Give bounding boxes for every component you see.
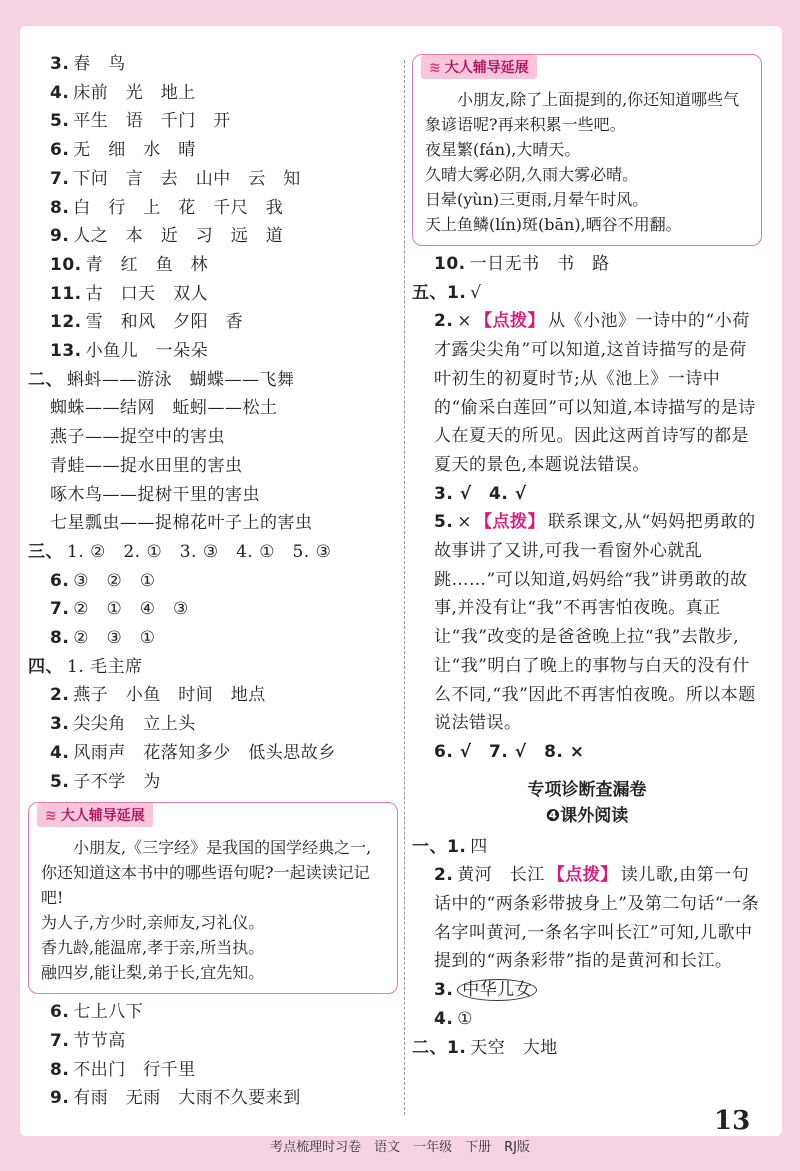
circled-answer: 中华儿女 [457,979,537,1001]
answer-paragraph: 2. × 【点拨】 从《小池》一诗中的“小荷才露尖尖角”可以知道,这首诗描写的是荷叶初生的初夏时节;从《池上》一诗中的“偷采白莲回”可以知道,本诗描写的是诗人在夏天的所见。因此这两首诗写的都是夏天的景色,本题说法错误。 [434,311,756,475]
answer-line [28,1084,398,1113]
answer-text: 1. 毛主席 [67,656,143,677]
item-number: 5. [50,111,70,132]
right-column [412,50,762,1062]
item-number: 3. [50,714,70,735]
answer-text: 人之 本 近 习 远 道 [73,226,284,247]
answer-line: 二、1. 天空 大地 [412,1037,558,1058]
page-number: 13 [714,1106,751,1136]
answer-line [28,538,398,567]
tutor-box-intro: 小朋友,《三字经》是我国的国学经典之一,你还知道这本书中的哪些语句呢?一起读读记记吧! [41,838,372,908]
answer-text: 啄木鸟——捉树干里的害虫 [50,484,260,505]
answer-text: 1. ② 2. ① 3. ③ 4. ① 5. ③ [67,541,332,562]
answer-text: 蝌蚪——游泳 蝴蝶——飞舞 [67,369,295,390]
answer-text: 无 细 水 晴 [73,140,196,161]
answer-line [28,595,398,624]
answer-line [28,280,398,309]
answer-line [28,423,398,452]
answer-line [28,136,398,165]
item-number: 6. [50,570,70,591]
item-number: 10. [50,254,82,275]
answer-text: 节节高 [73,1030,126,1051]
answer-text: 平生 语 千门 开 [73,111,231,132]
tutor-box-line: 日晕(yùn)三更雨,月晕午时风。 [425,190,649,209]
answer-text: 子不学 为 [73,771,161,792]
answer-text: 尖尖角 立上头 [73,714,196,735]
item-number: 4. [50,742,70,763]
item-number: 7. [50,599,70,620]
item-number: 四、 [28,656,63,677]
answer-text: 七上八下 [73,1002,144,1023]
answer-line [28,509,398,538]
answer-line [28,107,398,136]
answer-line [28,452,398,481]
answer-text: 风雨声 花落知多少 低头思故乡 [73,742,336,763]
wave-icon: ≋ [429,60,441,76]
answer-line [28,79,398,108]
item-number: 8. [50,197,70,218]
answer-line [28,50,398,79]
answer-line [28,567,398,596]
wave-icon: ≋ [45,808,57,825]
answer-text: 古 口天 双人 [85,283,209,304]
answer-line [28,165,398,194]
item-number: 9. [50,226,70,247]
answer-line [28,653,398,682]
item-number: 7. [50,168,70,189]
item-number: 6. [50,140,70,161]
tutor-box-title: ≋ 大人辅导延展 [421,55,537,79]
answer-text: 白 行 上 花 千尺 我 [73,197,284,218]
item-number: 2. [50,685,70,706]
item-number: 9. [50,1088,70,1109]
tutor-box-title: ≋ 大人辅导延展 [37,803,153,827]
left-tutor-box [28,802,398,994]
answer-text: 青蛙——捉水田里的害虫 [50,455,243,476]
tutor-box-line: 久晴大雾必阴,久雨大雾必晴。 [425,165,639,184]
answer-text: 床前 光 地上 [73,82,196,103]
item-number: 11. [50,283,82,304]
item-number: 7. [50,1030,70,1051]
answer-line [28,366,398,395]
item-number: 4. [50,82,70,103]
answer-line: 五、1. √ [412,282,482,303]
answer-line [28,1056,398,1085]
item-number: 8. [50,628,70,649]
answer-line [28,251,398,280]
answer-text: 青 红 鱼 林 [85,254,209,275]
right-tutor-box [412,54,762,246]
answer-line [28,337,398,366]
column-divider [404,60,405,1115]
answer-text: ② ① ④ ③ [73,599,189,620]
left-answer-list [28,50,398,796]
answer-text: ② ③ ① [73,628,156,649]
hint-label: 【点拨】 [475,512,546,533]
hint-label: 【点拨】 [547,865,618,886]
answer-line: 3. 中华儿女 [412,976,762,1005]
answer-line [28,739,398,768]
tutor-box-line: 夜星繁(fán),大晴天。 [425,140,581,159]
answer-line [28,308,398,337]
section-title: 专项诊断查漏卷 [527,779,647,800]
answer-line [28,624,398,653]
answer-line [28,394,398,423]
item-number: 二、 [28,369,63,390]
left-column [28,50,398,1113]
answer-text: 下问 言 去 山中 云 知 [73,168,301,189]
answer-line [28,681,398,710]
tutor-box-line: 为人子,方少时,亲师友,习礼仪。 [41,913,265,933]
answer-paragraph: 2. 黄河 长江 【点拨】 读儿歌,由第一句话中的“两条彩带披身上”及第二句话“一条名字叫黄河,一条名字叫长江”可知,儿歌中提到的“两条彩带”指的是黄河和长江。 [434,865,760,972]
answer-line: 10. 一日无书 书 路 [434,254,610,274]
answer-paragraph: 5. × 【点拨】 联系课文,从“妈妈把勇敢的故事讲了又讲,可我一看窗外心就乱跳……”可以知道,妈妈给“我”讲勇敢的故事,并没有让“我”不再害怕夜晚。真正让“我”改变的是爸爸晚上拉“我”去散步,让“我”明白了晚上的事物与白天的没有什么不同,“我”因此不再害怕夜晚。所以本题说法错误。 [434,512,756,734]
answer-text: 蜘蛛——结网 蚯蚓——松土 [50,398,278,419]
hint-label: 【点拨】 [475,311,546,332]
answer-text: 有雨 无雨 大雨不久要来到 [73,1088,301,1109]
tutor-box-line: 香九龄,能温席,孝于亲,所当执。 [41,938,265,958]
answer-text: 七星瓢虫——捉棉花叶子上的害虫 [50,513,313,534]
answer-line: 一、1. 四 [412,836,488,857]
answer-text: 雪 和风 夕阳 香 [85,312,244,333]
answer-text: 燕子 小鱼 时间 地点 [73,685,266,706]
answer-line: 6. √ 7. √ 8. × [434,741,585,762]
answer-line [28,222,398,251]
answer-line [28,710,398,739]
item-number: 3. [50,54,70,74]
answer-text: ③ ② ① [73,570,156,591]
item-number: 8. [50,1059,70,1080]
answer-text: 春 鸟 [73,54,126,74]
item-number: 6. [50,1002,70,1023]
answer-line [28,768,398,797]
answer-line: 3. √ 4. √ [434,483,527,504]
item-number: 13. [50,341,82,362]
left-answer-list-2 [28,998,398,1113]
tutor-box-intro: 小朋友,除了上面提到的,你还知道哪些气象谚语呢?再来积累一些吧。 [425,90,740,134]
answer-line [28,998,398,1027]
tutor-box-line: 融四岁,能让梨,弟于长,宜先知。 [41,963,265,983]
item-number: 5. [50,771,70,792]
answer-line: 4. ① [434,1008,474,1029]
answer-line [28,481,398,510]
answer-text: 小鱼儿 一朵朵 [85,341,209,362]
answer-line [28,1027,398,1056]
answer-text: 不出门 行千里 [73,1059,196,1080]
item-number: 三、 [28,541,63,562]
answer-line [28,194,398,223]
page-footer: 考点梳理时习卷 语文 一年级 下册 RJ版 [270,1140,530,1155]
item-number: 12. [50,312,82,333]
answer-text: 燕子——捉空中的害虫 [50,427,225,448]
section-subtitle: ❹课外阅读 [545,805,629,826]
tutor-box-line: 天上鱼鳞(lín)斑(bān),晒谷不用翻。 [425,215,682,234]
